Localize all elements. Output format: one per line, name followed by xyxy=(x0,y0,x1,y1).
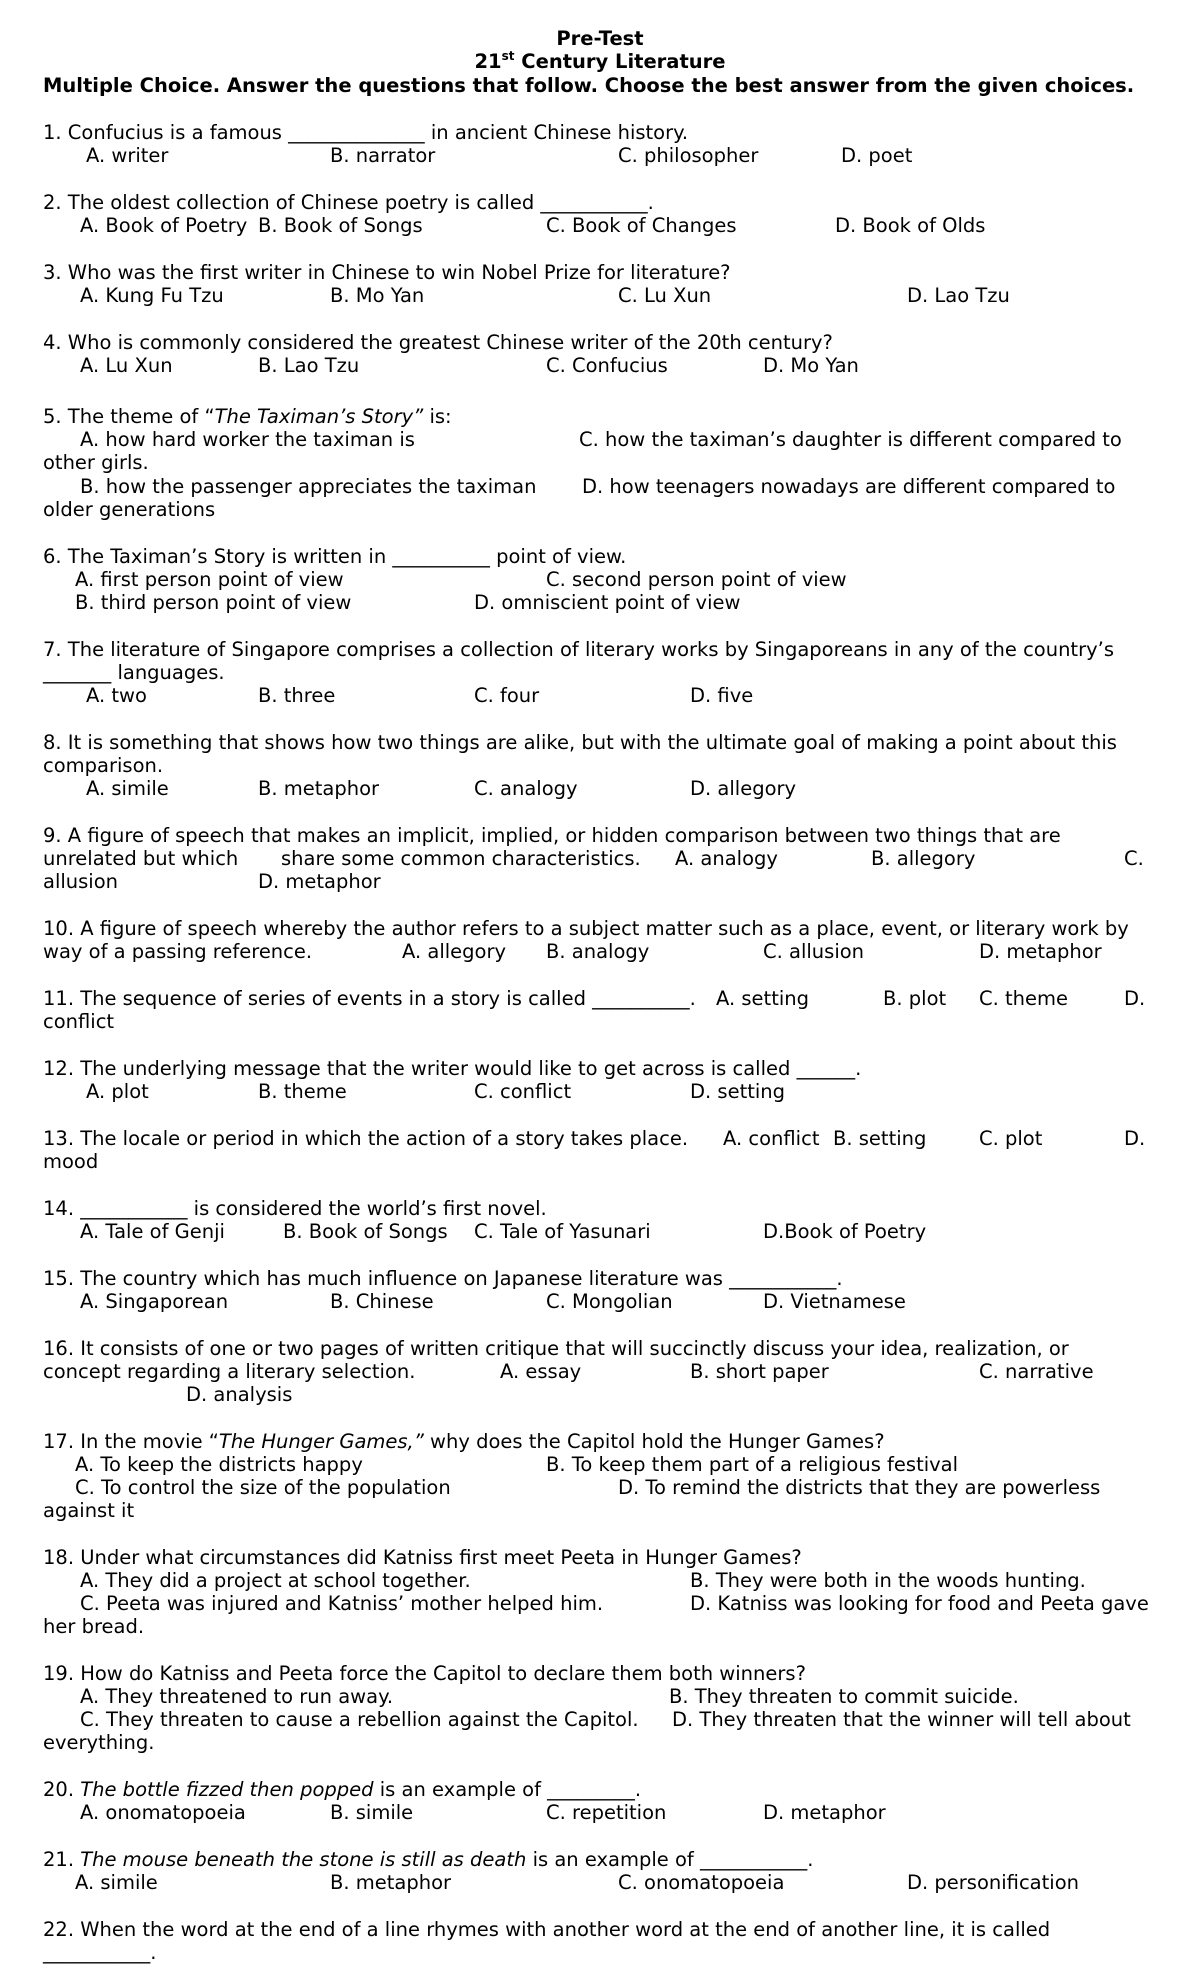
question-1-choice-a: A. writer xyxy=(86,144,169,167)
question-12-choice-b: B. theme xyxy=(258,1080,347,1103)
question-11-stem: 11. The sequence of series of events in a story is called __________. xyxy=(43,987,696,1010)
question-3-choice-a: A. Kung Fu Tzu xyxy=(80,284,224,307)
question-2-choice-a: A. Book of Poetry xyxy=(80,214,248,237)
question-5-stem-pre: 5. The theme of “ xyxy=(43,405,215,428)
question-13-stem: 13. The locale or period in which the action of a story takes place. xyxy=(43,1127,689,1150)
question-20-stem-post: is an example of _________. xyxy=(373,1778,642,1801)
question-3-choice-d: D. Lao Tzu xyxy=(907,284,1010,307)
question-20-choice-a: A. onomatopoeia xyxy=(80,1801,246,1824)
question-16-stem: 16. It consists of one or two pages of written critique that will succinctly discuss your idea, realization, or xyxy=(43,1337,1069,1360)
question-4-choice-d: D. Mo Yan xyxy=(763,354,859,377)
question-21-stem-pre: 21. xyxy=(43,1848,81,1871)
question-6-choice-a: A. first person point of view xyxy=(75,568,344,591)
question-15-choice-a: A. Singaporean xyxy=(80,1290,229,1313)
question-20-choice-b: B. simile xyxy=(330,1801,414,1824)
question-17-choice-c: C. To control the size of the population xyxy=(75,1476,451,1499)
question-21-choice-d: D. personification xyxy=(907,1871,1079,1894)
question-1-choice-b: B. narrator xyxy=(330,144,436,167)
question-11-choice-a: A. setting xyxy=(716,987,809,1010)
question-8-choice-c: C. analogy xyxy=(474,777,578,800)
question-16-stem-continued: concept regarding a literary selection. xyxy=(43,1360,416,1383)
subtitle-text: Century Literature xyxy=(514,50,726,73)
question-21-stem-italic: The mouse beneath the stone is still as death xyxy=(80,1848,527,1871)
question-15-choice-c: C. Mongolian xyxy=(546,1290,673,1313)
question-10-stem: 10. A figure of speech whereby the author refers to a subject matter such as a place, event, or literary work by xyxy=(43,917,1129,940)
question-21-stem-post: is an example of ___________. xyxy=(526,1848,814,1871)
question-11-choice-d-continued: conflict xyxy=(43,1010,115,1033)
question-14-stem: 14. ___________ is considered the world’s first novel. xyxy=(43,1197,547,1220)
page-title: Pre-Test xyxy=(556,27,644,50)
question-9-choice-c: C. xyxy=(1124,847,1144,870)
question-17-choice-d: D. To remind the districts that they are powerless xyxy=(618,1476,1101,1499)
question-20-stem xyxy=(43,1778,641,1801)
question-17-stem-post: why does the Capitol hold the Hunger Games? xyxy=(423,1430,885,1453)
question-7-choice-b: B. three xyxy=(258,684,336,707)
question-3-choice-c: C. Lu Xun xyxy=(618,284,712,307)
question-8-choice-a: A. simile xyxy=(86,777,169,800)
question-17-choice-b: B. To keep them part of a religious festival xyxy=(546,1453,959,1476)
question-10-choice-c: C. allusion xyxy=(763,940,865,963)
question-12-stem: 12. The underlying message that the writer would like to get across is called ______. xyxy=(43,1057,862,1080)
question-5-choice-b: B. how the passenger appreciates the taximan xyxy=(80,475,537,498)
question-15-stem: 15. The country which has much influence on Japanese literature was ___________. xyxy=(43,1267,843,1290)
question-18-choice-b: B. They were both in the woods hunting. xyxy=(690,1569,1086,1592)
question-5-stem-post: is: xyxy=(423,405,452,428)
question-17-stem-pre: 17. In the movie “ xyxy=(43,1430,219,1453)
question-1-choice-c: C. philosopher xyxy=(618,144,759,167)
question-5-choice-c: C. how the taximan’s daughter is different compared to xyxy=(579,428,1122,451)
question-12-choice-c: C. conflict xyxy=(474,1080,572,1103)
question-18-choice-c: C. Peeta was injured and Katniss’ mother helped him. xyxy=(80,1592,604,1615)
question-6-stem: 6. The Taximan’s Story is written in __________ point of view. xyxy=(43,545,627,568)
question-12-choice-a: A. plot xyxy=(86,1080,149,1103)
question-5-choice-a: A. how hard worker the taximan is xyxy=(80,428,415,451)
question-9-stem-continued: unrelated but which xyxy=(43,847,239,870)
question-9-choice-a: A. analogy xyxy=(675,847,778,870)
question-8-choice-d: D. allegory xyxy=(690,777,797,800)
question-21-choice-c: C. onomatopoeia xyxy=(618,1871,785,1894)
question-19-choice-b: B. They threaten to commit suicide. xyxy=(669,1685,1019,1708)
question-7-choice-d: D. five xyxy=(690,684,754,707)
question-4-choice-c: C. Confucius xyxy=(546,354,668,377)
question-17-stem-italic: The Hunger Games,” xyxy=(218,1430,424,1453)
question-9-stem: 9. A figure of speech that makes an implicit, implied, or hidden comparison between two things that are xyxy=(43,824,1061,847)
question-6-choice-b: B. third person point of view xyxy=(75,591,352,614)
question-5-choice-c-continued: other girls. xyxy=(43,451,149,474)
question-11-choice-c: C. theme xyxy=(979,987,1069,1010)
question-17-choice-a: A. To keep the districts happy xyxy=(75,1453,363,1476)
question-4-choice-a: A. Lu Xun xyxy=(80,354,173,377)
question-2-choice-c: C. Book of Changes xyxy=(546,214,737,237)
question-20-choice-c: C. repetition xyxy=(546,1801,667,1824)
question-22-stem: 22. When the word at the end of a line rhymes with another word at the end of another line, it is called xyxy=(43,1918,1051,1941)
question-5-choice-d-continued: older generations xyxy=(43,498,216,521)
question-5-choice-d: D. how teenagers nowadays are different compared to xyxy=(582,475,1116,498)
question-5-stem xyxy=(43,405,452,428)
question-2-choice-d: D. Book of Olds xyxy=(835,214,986,237)
question-4-stem: 4. Who is commonly considered the greatest Chinese writer of the 20th century? xyxy=(43,331,833,354)
question-11-choice-d: D. xyxy=(1124,987,1146,1010)
question-19-stem: 19. How do Katniss and Peeta force the Capitol to declare them both winners? xyxy=(43,1662,806,1685)
question-16-choice-d: D. analysis xyxy=(186,1383,293,1406)
question-16-choice-c: C. narrative xyxy=(979,1360,1094,1383)
question-13-choice-a: A. conflict xyxy=(723,1127,820,1150)
question-12-choice-d: D. setting xyxy=(690,1080,786,1103)
question-11-choice-b: B. plot xyxy=(883,987,947,1010)
question-20-stem-pre: 20. xyxy=(43,1778,81,1801)
question-2-choice-b: B. Book of Songs xyxy=(258,214,423,237)
question-1-stem: 1. Confucius is a famous ______________ in ancient Chinese history. xyxy=(43,121,689,144)
question-21-choice-a: A. simile xyxy=(75,1871,158,1894)
question-20-stem-italic: The bottle fizzed then popped xyxy=(80,1778,374,1801)
question-7-choice-c: C. four xyxy=(474,684,540,707)
question-15-choice-b: B. Chinese xyxy=(330,1290,434,1313)
question-8-stem-continued: comparison. xyxy=(43,754,164,777)
question-10-choice-d: D. metaphor xyxy=(979,940,1102,963)
question-22-stem-continued: ___________. xyxy=(43,1941,157,1964)
question-8-stem: 8. It is something that shows how two things are alike, but with the ultimate goal of making a point about this xyxy=(43,731,1117,754)
question-19-choice-d-continued: everything. xyxy=(43,1731,155,1754)
question-13-choice-d: D. xyxy=(1124,1127,1146,1150)
question-18-stem: 18. Under what circumstances did Katniss first meet Peeta in Hunger Games? xyxy=(43,1546,802,1569)
page-subtitle xyxy=(0,50,1200,73)
question-13-choice-c: C. plot xyxy=(979,1127,1043,1150)
question-15-choice-d: D. Vietnamese xyxy=(763,1290,906,1313)
instructions: Multiple Choice. Answer the questions that follow. Choose the best answer from the given choices. xyxy=(43,74,1135,97)
question-3-stem: 3. Who was the first writer in Chinese to win Nobel Prize for literature? xyxy=(43,261,731,284)
question-19-choice-d: D. They threaten that the winner will tell about xyxy=(672,1708,1131,1731)
question-14-choice-d: D.Book of Poetry xyxy=(763,1220,927,1243)
question-9-stem-continued-2: share some common characteristics. xyxy=(281,847,641,870)
question-9-choice-c-continued: allusion xyxy=(43,870,119,893)
subtitle-number: 21 xyxy=(474,50,502,73)
question-1-choice-d: D. poet xyxy=(841,144,913,167)
question-18-choice-d: D. Katniss was looking for food and Peeta gave xyxy=(690,1592,1149,1615)
question-17-stem xyxy=(43,1430,885,1453)
question-17-choice-d-continued: against it xyxy=(43,1499,135,1522)
question-21-choice-b: B. metaphor xyxy=(330,1871,452,1894)
question-18-choice-d-continued: her bread. xyxy=(43,1615,145,1638)
question-16-choice-a: A. essay xyxy=(500,1360,582,1383)
question-13-choice-b: B. setting xyxy=(833,1127,927,1150)
question-18-choice-a: A. They did a project at school together. xyxy=(80,1569,471,1592)
question-10-choice-a: A. allegory xyxy=(402,940,507,963)
question-4-choice-b: B. Lao Tzu xyxy=(258,354,360,377)
question-8-choice-b: B. metaphor xyxy=(258,777,380,800)
question-5-stem-italic: The Taximan’s Story” xyxy=(214,405,424,428)
question-6-choice-c: C. second person point of view xyxy=(546,568,847,591)
question-9-choice-d: D. metaphor xyxy=(258,870,381,893)
question-19-choice-a: A. They threatened to run away. xyxy=(80,1685,394,1708)
question-14-choice-a: A. Tale of Genji xyxy=(80,1220,225,1243)
question-16-choice-b: B. short paper xyxy=(690,1360,829,1383)
question-14-choice-b: B. Book of Songs xyxy=(283,1220,448,1243)
question-7-stem: 7. The literature of Singapore comprises a collection of literary works by Singaporeans in any of the country’s xyxy=(43,638,1114,661)
question-19-choice-c: C. They threaten to cause a rebellion against the Capitol. xyxy=(80,1708,639,1731)
question-21-stem xyxy=(43,1848,813,1871)
question-7-choice-a: A. two xyxy=(86,684,147,707)
question-10-stem-continued: way of a passing reference. xyxy=(43,940,313,963)
question-6-choice-d: D. omniscient point of view xyxy=(474,591,741,614)
question-7-stem-continued: _______ languages. xyxy=(43,661,225,684)
question-10-choice-b: B. analogy xyxy=(546,940,650,963)
question-14-choice-c: C. Tale of Yasunari xyxy=(474,1220,651,1243)
question-13-choice-d-continued: mood xyxy=(43,1150,99,1173)
question-9-choice-b: B. allegory xyxy=(871,847,976,870)
question-20-choice-d: D. metaphor xyxy=(763,1801,886,1824)
question-2-stem: 2. The oldest collection of Chinese poetry is called ___________. xyxy=(43,191,654,214)
question-3-choice-b: B. Mo Yan xyxy=(330,284,425,307)
subtitle-superscript: st xyxy=(501,49,515,63)
